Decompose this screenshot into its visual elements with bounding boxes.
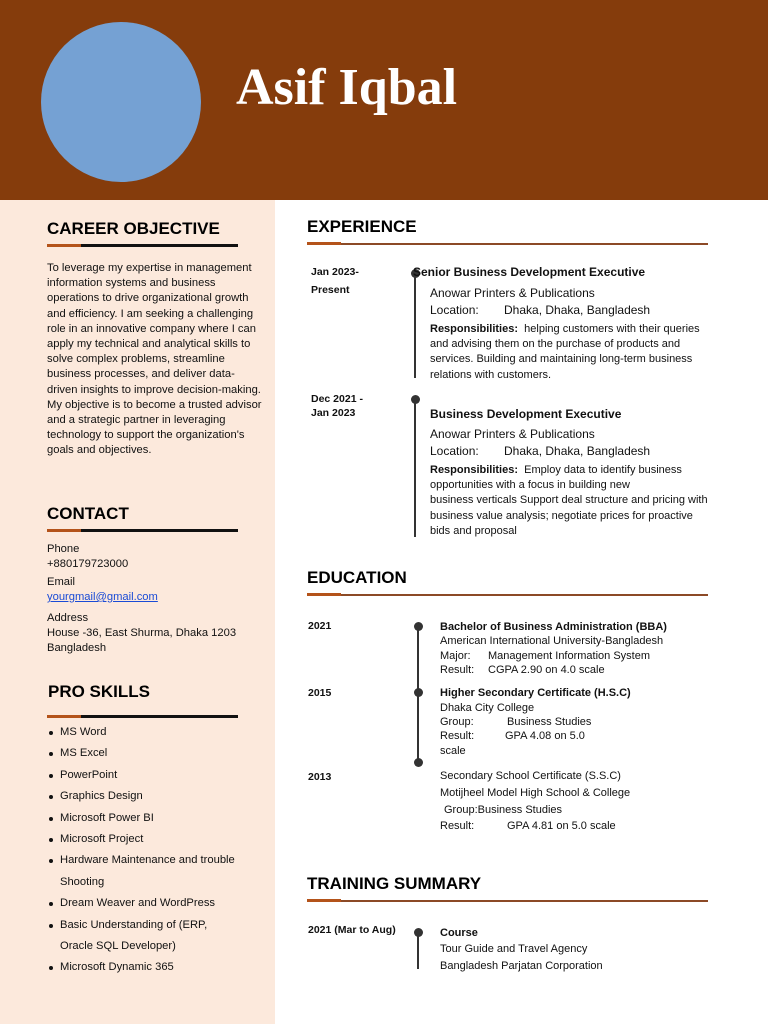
training-rule [307,900,708,902]
skill-item-continuation-text: Shooting [60,875,105,888]
education-1-institution: American International University-Bangladesh [440,635,664,647]
education-3-institution: Motijheel Model High School & College [440,787,631,799]
address-label: Address [47,612,89,624]
training-heading: TRAINING SUMMARY [307,874,482,893]
pro-skills-heading: PRO SKILLS [48,682,151,701]
skill-item-continuation [47,872,235,893]
skill-item: Hardware Maintenance and trouble [47,850,235,871]
skill-item: Microsoft Project [47,829,235,850]
timeline-line [414,400,416,537]
timeline-dot [414,758,423,767]
education-1-degree: Bachelor of Business Administration (BBA) [440,621,667,633]
education-heading: EDUCATION [307,568,407,587]
training-label: Course [440,927,478,939]
education-1-major-label: Major: [440,650,471,662]
job-1-location-label: Location: [430,303,479,317]
address-line-1: House -36, East Shurma, Dhaka 1203 [47,627,237,639]
job-2-date-start: Dec 2021 - [311,393,363,405]
phone-label: Phone [47,543,80,555]
job-2-resp-line-2: opportunities with a focus in building new [430,479,630,492]
timeline-dot [414,622,423,631]
job-2-company: Anowar Printers & Publications [430,427,595,441]
education-1-result-label: Result: [440,664,475,676]
education-2-result-label: Result: [440,730,475,742]
job-2-responsibilities [430,463,708,539]
education-3-year: 2013 [308,771,332,783]
job-1-location: Dhaka, Dhaka, Bangladesh [504,303,651,317]
education-2-degree: Higher Secondary Certificate (H.S.C) [440,687,631,699]
job-2-date-end: Jan 2023 [311,407,356,419]
education-3-result: GPA 4.81 on 5.0 scale [507,820,616,832]
job-2-resp-line-1: Employ data to identify business [524,464,682,476]
timeline-line [417,933,419,969]
job-2-location: Dhaka, Dhaka, Bangladesh [504,444,651,458]
education-rule [307,594,708,596]
training-organization: Bangladesh Parjatan Corporation [440,960,603,972]
job-1-responsibilities [430,322,700,383]
education-3-group: Group:Business Studies [444,804,563,816]
skill-item: Basic Understanding of (ERP, [47,915,235,936]
job-1-resp-line-1: helping customers with their queries [524,323,700,335]
education-1-result: CGPA 2.90 on 4.0 scale [488,664,605,676]
education-2-group: Business Studies [507,716,592,728]
education-2-group-label: Group: [440,716,474,728]
skill-item: MS Excel [47,743,235,764]
education-1-year: 2021 [308,620,332,632]
skill-item-continuation-text: Oracle SQL Developer) [60,939,176,952]
job-2-resp-line-3: business verticals Support deal structure and pricing with [430,494,708,507]
job-2-title: Business Development Executive [430,407,622,421]
career-objective-heading: CAREER OBJECTIVE [47,219,220,238]
profile-photo-placeholder [41,22,201,182]
training-course: Tour Guide and Travel Agency [440,943,588,955]
job-2-resp-label: Responsibilities: [430,464,519,476]
job-2-location-label: Location: [430,444,479,458]
job-1-resp-label: Responsibilities: [430,323,519,335]
skill-item: Dream Weaver and WordPress [47,893,235,914]
job-2-resp-line-5: bids and proposal [430,524,517,537]
job-1-resp-line-2: and advising them on the purchase of products and [430,338,681,351]
timeline-dot [414,688,423,697]
email-label: Email [47,576,75,588]
education-3-degree: Secondary School Certificate (S.S.C) [440,770,621,782]
address-line-2: Bangladesh [47,642,107,654]
phone-value: +880179723000 [47,558,129,570]
pro-skills-rule [47,715,238,718]
job-1-date-end: Present [311,284,350,296]
job-1-resp-line-4: relations with customers. [430,368,552,381]
candidate-name: Asif Iqbal [236,59,458,116]
job-2-resp-line-4: business value analysis; negotiate prices for proactive [430,509,693,522]
job-1-date-start: Jan 2023- [311,266,359,278]
skill-item: Microsoft Power BI [47,808,235,829]
career-objective-rule [47,244,238,247]
timeline-line [414,274,416,378]
education-2-year: 2015 [308,687,332,699]
skills-list [47,722,235,979]
job-1-company: Anowar Printers & Publications [430,286,595,300]
education-1-major: Management Information System [488,650,651,662]
job-1-title: Senior Business Development Executive [413,265,646,279]
education-2-institution: Dhaka City College [440,702,535,714]
skill-item: MS Word [47,722,235,743]
skill-item: PowerPoint [47,765,235,786]
experience-heading: EXPERIENCE [307,217,417,236]
education-2-result: GPA 4.08 on 5.0 [505,730,585,742]
email-link[interactable]: yourgmail@gmail.com [47,591,158,603]
skill-item: Graphics Design [47,786,235,807]
job-1-resp-line-3: services. Building and maintaining long-term business [430,353,693,366]
skill-item: Microsoft Dynamic 365 [47,957,235,978]
skill-item-continuation [47,936,235,957]
contact-heading: CONTACT [47,504,129,523]
experience-rule [307,243,708,245]
education-3-result-label: Result: [440,820,475,832]
career-objective-text: To leverage my expertise in management information systems and business operations to drive organizational growth and efficiency. I am seeking a challenging role in an innovative company where I can apply my technical and analytical skills to solve complex problems, streamline business processes, and deliver data-driven insights to improve decision-making. My objective is to become a trusted advisor and a strategic partner in leveraging technology to support the organization's goals and objectives. [47,262,262,457]
training-date: 2021 (Mar to Aug) [308,924,396,936]
education-2-result-line-2: scale [440,745,466,757]
contact-rule [47,529,238,532]
